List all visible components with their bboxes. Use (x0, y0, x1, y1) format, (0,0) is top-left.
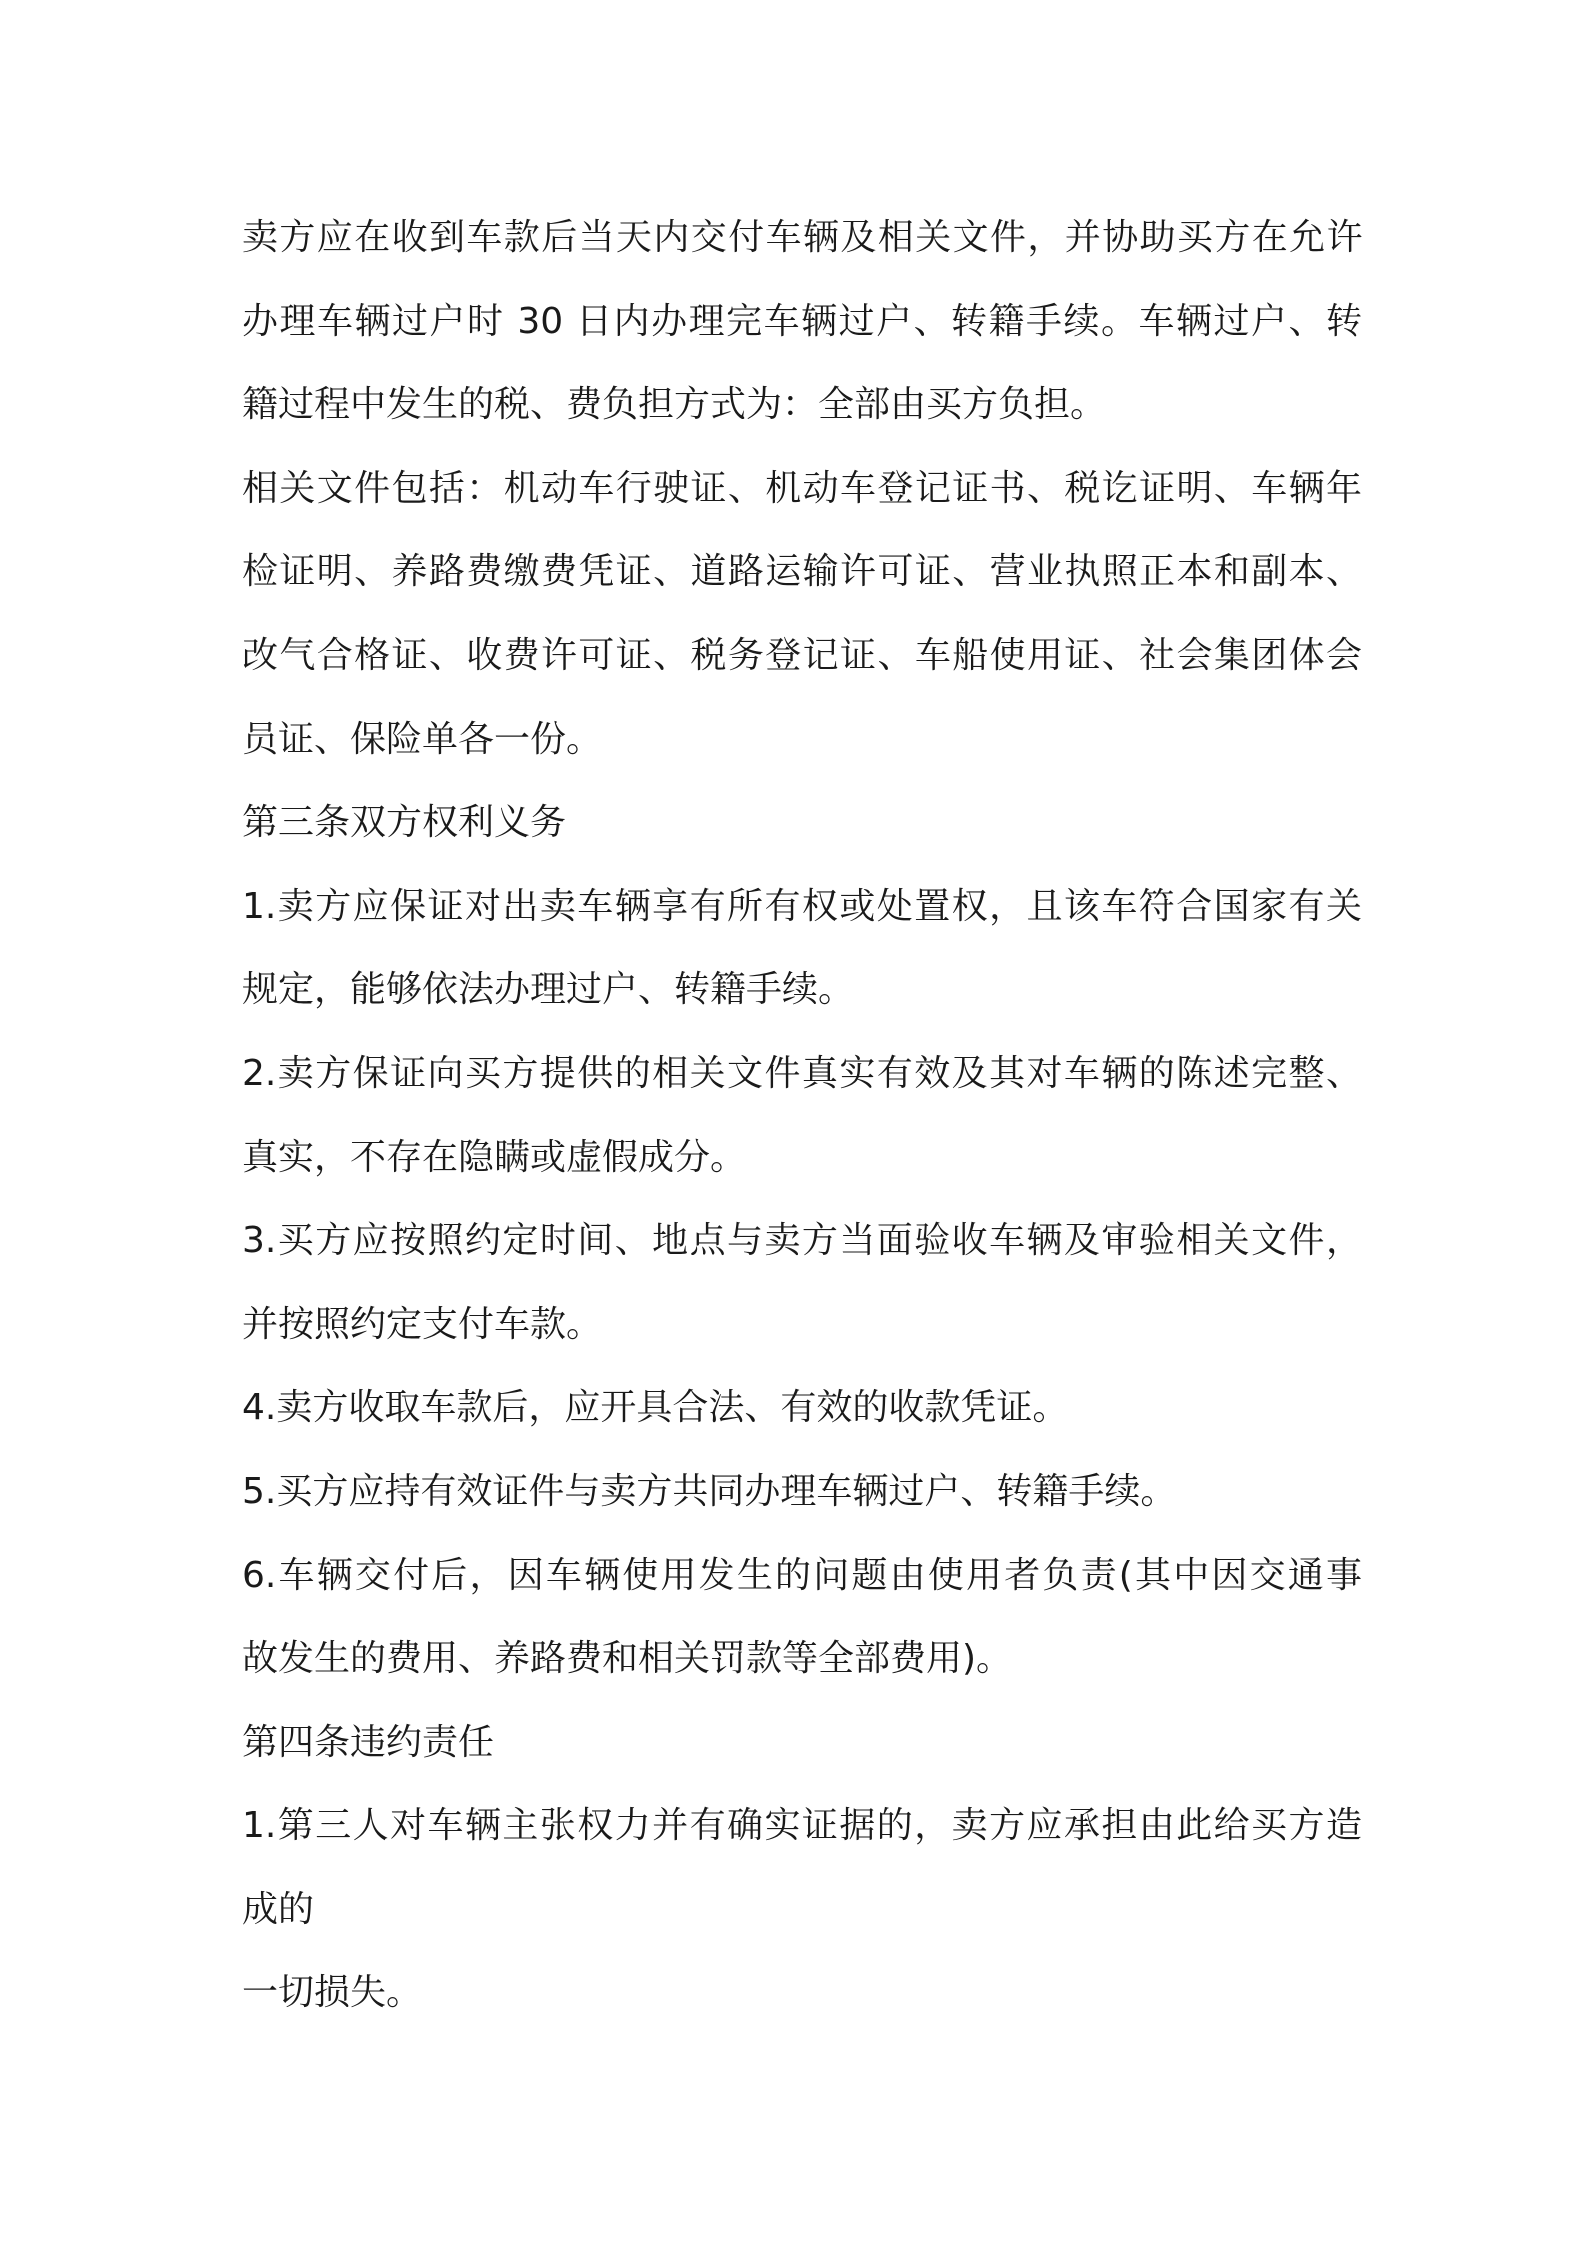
clause-line-3-5: 5.买方应持有效证件与卖方共同办理车辆过户、转籍手续。 (242, 1470, 1177, 1512)
paragraph-line-2: 办理车辆过户时 30 日内办理完车辆过户、转籍手续。车辆过户、转 (242, 300, 1362, 342)
paragraph-line-1: 卖方应在收到车款后当天内交付车辆及相关文件，并协助买方在允许 (242, 217, 1362, 258)
document-body (242, 196, 1362, 2035)
clause-line-3-2a: 2.卖方保证向买方提供的相关文件真实有效及其对车辆的陈述完整、 (242, 1052, 1362, 1094)
paragraph-line-6: 改气合格证、收费许可证、税务登记证、车船使用证、社会集团体会 (242, 634, 1362, 676)
clause-line-3-1b: 规定，能够依法办理过户、转籍手续。 (242, 969, 855, 1011)
paragraph-line-4: 相关文件包括：机动车行驶证、机动车登记证书、税讫证明、车辆年 (242, 467, 1362, 509)
clause-line-3-3b: 并按照约定支付车款。 (242, 1303, 603, 1345)
paragraph-line-3: 籍过程中发生的税、费负担方式为：全部由买方负担。 (242, 384, 1107, 426)
clause-line-3-6a: 6.车辆交付后，因车辆使用发生的问题由使用者负责(其中因交通事 (242, 1554, 1362, 1596)
paragraph-line-5: 检证明、养路费缴费凭证、道路运输许可证、营业执照正本和副本、 (242, 551, 1362, 593)
clause-line-3-3a: 3.买方应按照约定时间、地点与卖方当面验收车辆及审验相关文件， (242, 1220, 1362, 1262)
clause-line-4-1c: 一切损失。 (242, 1972, 423, 2014)
clause-line-3-6b: 故发生的费用、养路费和相关罚款等全部费用)。 (242, 1638, 1013, 1680)
paragraph-line-7: 员证、保险单各一份。 (242, 718, 603, 760)
clause-line-3-1a: 1.卖方应保证对出卖车辆享有所有权或处置权，且该车符合国家有关 (242, 885, 1362, 927)
section-heading-article-4: 第四条违约责任 (242, 1721, 495, 1763)
clause-line-3-4: 4.卖方收取车款后，应开具合法、有效的收款凭证。 (242, 1387, 1069, 1429)
clause-line-4-1b: 成的 (242, 1888, 315, 1930)
section-heading-article-3: 第三条双方权利义务 (242, 802, 567, 844)
clause-line-4-1a: 1.第三人对车辆主张权力并有确实证据的，卖方应承担由此给买方造 (242, 1805, 1362, 1847)
clause-line-3-2b: 真实，不存在隐瞒或虚假成分。 (242, 1136, 747, 1178)
